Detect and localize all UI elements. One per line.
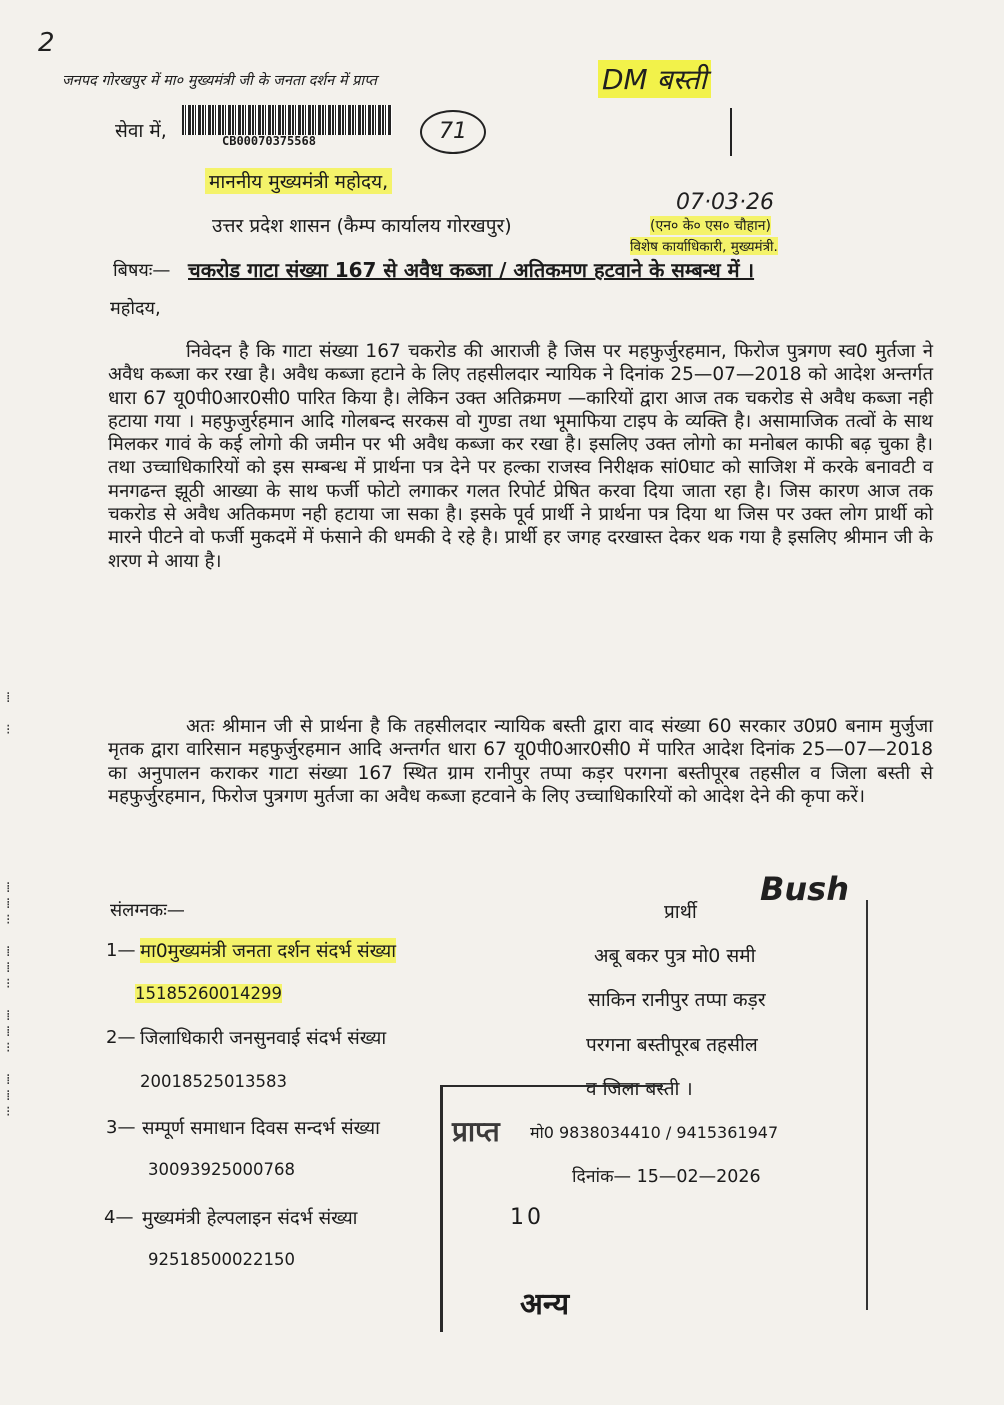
circle-number bbox=[420, 110, 486, 154]
attachment-3-ref: 30093925000768 bbox=[148, 1160, 295, 1179]
attachments-label: संलग्नकः— bbox=[110, 900, 185, 921]
office: उत्तर प्रदेश शासन (कैम्प कार्यालय गोरखपुर) bbox=[212, 215, 512, 237]
applicant-line-4: व जिला बस्ती । bbox=[586, 1078, 693, 1100]
attachment-1-no: 1— bbox=[106, 940, 136, 961]
applicant-line-2: साकिन रानीपुर तप्पा कड़र bbox=[588, 989, 766, 1011]
applicant-line-1: अबू बकर पुत्र मो0 समी bbox=[594, 945, 756, 967]
body-paragraph-1: निवेदन है कि गाटा संख्या 167 चकरोड की आराजी है जिस पर महफुर्जुरहमान, फिरोज पुत्रगण स्व0 मुर्तजा ने अवैध कब्जा कर रखा है। अवैध कब्जा हटाने के लिए तहसीलदार न्यायिक ने दिनांक 25—07—2018 को आदेश अन्तर्गत धारा 67 यू0पी0आर0सी0 पारित किया है। लेकिन उक्त अतिक्रमण —कारियों द्वारा आज तक चकरोड से अवैध कब्जा नही हटाया गया । महफुजुर्रहमान आदि गोलबन्द सरकस वो गुण्डा तथा भूमाफिया टाइप के व्यक्ति है। असामाजिक तत्वों के साथ मिलकर गावं के कई लोगो की जमीन पर भी अवैध कब्जा कर रखा है। इसलिए उक्त लोगो का मनोबल काफी बढ़ चुका है। तथा उच्चाधिकारियों को इस सम्बन्ध में प्रार्थना पत्र देने पर हल्का राजस्व निरीक्षक सां0घाट को साजिश में करके बनावटी व मनगढन्त झूठी आख्या के साथ फर्जी फोटो लगाकर गलत रिपोर्ट प्रेषित करवा दिया जाता रहा है। जिस कारण आज तक चकरोड से अवैध अतिकमण नही हटाया जा सका है। इसके पूर्व प्रार्थी ने प्रार्थना पत्र दिया था जिस पर उक्त लोग प्रार्थी को मारने पीटने वो फर्जी मुकदमें में फंसाने की धमकी दे रहे है। प्रार्थी हर जगह दरखास्त देकर थक गया है इसलिए श्रीमान जी के शरण मे आया है। bbox=[108, 341, 933, 572]
stamp-title: प्राप्त bbox=[452, 1115, 500, 1148]
attachment-4-no: 4— bbox=[104, 1207, 134, 1228]
dm-note: DM बस्ती bbox=[598, 60, 711, 98]
subject: चकरोड गाटा संख्या 167 से अवैध कब्जा / अतिकमण हटवाने के सम्बन्ध में । bbox=[188, 258, 755, 282]
applicant-line-3: परगना बस्तीपूरब तहसील bbox=[586, 1034, 758, 1056]
circle-number-text: 71 bbox=[439, 119, 467, 144]
attachment-2-no: 2— bbox=[106, 1027, 136, 1048]
attachment-1-text: मा0मुख्यमंत्री जनता दर्शन संदर्भ संख्या bbox=[140, 938, 396, 963]
subject-label: बिषयः— bbox=[113, 260, 171, 281]
officer-title: विशेष कार्याधिकारी, मुख्यमंत्री. bbox=[630, 239, 778, 255]
header-note: जनपद गोरखपुर में मा० मुख्यमंत्री जी के जनता दर्शन में प्राप्त bbox=[62, 73, 377, 89]
barcode bbox=[182, 105, 392, 135]
applicant-label: प्रार्थी bbox=[664, 901, 697, 923]
applicant-mobile: मो0 9838034410 / 9415361947 bbox=[530, 1123, 779, 1142]
attachment-2-text: जिलाधिकारी जनसुनवाई संदर्भ संख्या bbox=[140, 1028, 387, 1049]
attachment-4-text: मुख्यमंत्री हेल्पलाइन संदर्भ संख्या bbox=[142, 1208, 358, 1229]
attachment-1-ref: 15185260014299 bbox=[135, 984, 282, 1003]
stamp-category: अन्य bbox=[520, 1287, 570, 1322]
arrow-down-icon bbox=[730, 108, 732, 156]
edge-marks-2: ⁞ ⁞ ⁝ ⁞ ⁞ ⁝ ⁞ ⁞ ⁝ ⁞ ⁞ ⁝ bbox=[6, 880, 11, 1120]
signature: Bush bbox=[760, 870, 849, 908]
margin-line bbox=[866, 900, 868, 1310]
attachment-2-ref: 20018525013583 bbox=[140, 1072, 287, 1091]
seva-label: सेवा में, bbox=[115, 120, 167, 142]
top-left-mark: 2 bbox=[38, 28, 55, 58]
attachment-3-text: सम्पूर्ण समाधान दिवस सन्दर्भ संख्या bbox=[142, 1118, 380, 1139]
applicant-date: दिनांक— 15—02—2026 bbox=[572, 1167, 761, 1187]
body-paragraph-2: अतः श्रीमान जी से प्रार्थना है कि तहसीलदार न्यायिक बस्ती द्वारा वाद संख्या 60 सरकार उ0प्र0 बनाम मुर्जुजा मृतक द्वारा वारिसान महफुर्जुरहमान आदि अन्तर्गत धारा 67 यू0पी0आर0सी0 में पारित आदेश दिनांक 25—07—2018 का अनुपालन कराकर गाटा संख्या 167 स्थित ग्राम रानीपुर तप्पा कड़र परगना बस्तीपूरब तहसील व जिला बस्ती से महफुर्जुरहमान, फिरोज पुत्रगण मुर्तजा का अवैध कब्जा हटवाने के लिए उच्चाधिकारियों को आदेश देने की कृपा करें। bbox=[108, 716, 933, 807]
attachment-3-no: 3— bbox=[106, 1117, 136, 1138]
officer-name: (एन० के० एस० चौहान) bbox=[650, 218, 771, 234]
stamp-number: 10 bbox=[510, 1205, 544, 1230]
addressee: माननीय मुख्यमंत्री महोदय, bbox=[205, 168, 392, 194]
edge-marks: ⁞ ⁝ bbox=[6, 690, 11, 738]
forward-date: 07·03·26 bbox=[676, 190, 774, 215]
barcode-text: CB00070375568 bbox=[222, 134, 316, 148]
attachment-4-ref: 92518500022150 bbox=[148, 1250, 295, 1269]
salutation: महोदय, bbox=[110, 298, 161, 319]
